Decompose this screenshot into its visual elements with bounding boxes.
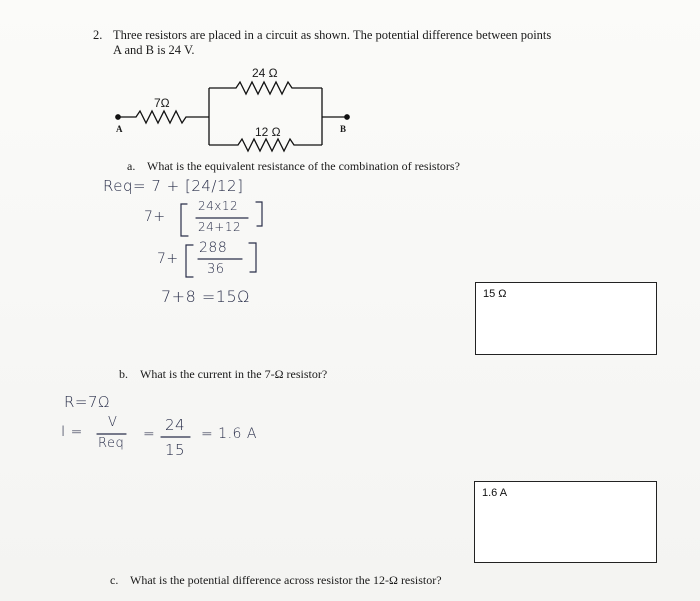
label-12-ohm: 12 Ω bbox=[255, 125, 281, 139]
part-a-work-line1: Req= 7 + [24/12] bbox=[103, 177, 244, 195]
part-b-result: = 1.6 A bbox=[201, 426, 257, 442]
part-b-work-line1: R=7Ω bbox=[64, 393, 110, 411]
label-point-a: A bbox=[116, 124, 123, 134]
part-a-letter: a. bbox=[127, 159, 136, 173]
part-a-question: What is the equivalent resistance of the combination of resistors? bbox=[147, 159, 460, 173]
label-24-ohm: 24 Ω bbox=[252, 66, 278, 80]
label-point-b: B bbox=[340, 124, 347, 134]
part-c-letter: c. bbox=[110, 573, 119, 587]
part-b-answer-box[interactable] bbox=[474, 481, 657, 563]
part-a-work-line3-prefix: 7+ bbox=[157, 251, 179, 267]
part-a-work-line2-num: 24x12 bbox=[198, 199, 239, 213]
part-b-req: Req bbox=[98, 436, 125, 451]
part-c-question: What is the potential difference across resistor the 12-Ω resistor? bbox=[130, 573, 442, 587]
part-b-fraction-den: 15 bbox=[165, 441, 186, 459]
part-a-answer-value: 15 Ω bbox=[483, 288, 507, 300]
part-b-current-lhs: I = bbox=[61, 424, 83, 440]
part-b-equals: = bbox=[143, 426, 156, 442]
problem-statement-line1: Three resistors are placed in a circuit as shown. The potential difference between points bbox=[113, 28, 552, 42]
part-a-work-line4: 7+8 =15Ω bbox=[161, 287, 250, 306]
part-a-work-line2-prefix: 7+ bbox=[144, 209, 166, 225]
part-a-work-line3-num: 288 bbox=[199, 240, 228, 256]
part-b-answer-value: 1.6 A bbox=[482, 487, 508, 499]
part-b-question: What is the current in the 7-Ω resistor? bbox=[140, 367, 328, 381]
problem-statement-line2: A and B is 24 V. bbox=[113, 43, 195, 57]
part-a-work-line2-den: 24+12 bbox=[198, 220, 242, 234]
part-b-voltage-v: V bbox=[108, 415, 118, 430]
part-a-work-line3-den: 36 bbox=[207, 262, 225, 277]
problem-number: 2. bbox=[93, 28, 103, 42]
part-b-fraction-num: 24 bbox=[165, 416, 186, 434]
label-7-ohm: 7Ω bbox=[154, 96, 170, 110]
part-b-letter: b. bbox=[119, 367, 128, 381]
